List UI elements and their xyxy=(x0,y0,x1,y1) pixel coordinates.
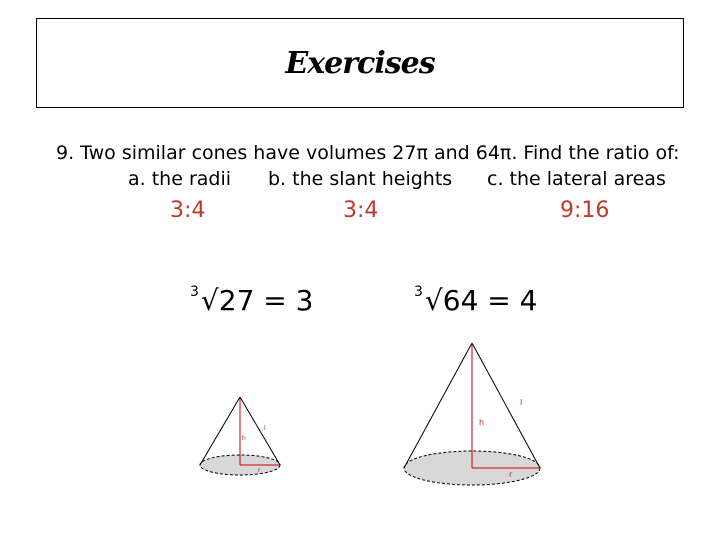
small-cone-diagram xyxy=(190,385,300,485)
answer-radii: 3:4 xyxy=(170,198,206,223)
root-expression: √27 = 3 xyxy=(200,284,314,317)
part-b: b. the slant heights xyxy=(268,168,453,190)
part-c: c. the lateral areas xyxy=(487,168,666,190)
problem-statement: 9. Two similar cones have volumes 27π and 64π. Find the ratio of: xyxy=(56,142,680,164)
large-cone-height-label: h xyxy=(479,418,485,427)
large-cone-radius-label: r xyxy=(509,470,513,479)
root-index: 3 xyxy=(414,284,423,300)
small-cone-height-label: h xyxy=(242,435,246,442)
part-a: a. the radii xyxy=(128,168,232,190)
root-expression: √64 = 4 xyxy=(424,284,538,317)
small-cone-slant-label: l xyxy=(264,425,266,432)
cube-root-64 xyxy=(414,284,537,317)
large-cone-diagram xyxy=(395,335,565,495)
large-cone-left-edge xyxy=(404,343,472,468)
answer-slant-heights: 3:4 xyxy=(343,198,379,223)
large-cone-slant-label: l xyxy=(520,398,523,407)
small-cone-radius-label: r xyxy=(258,467,261,474)
page-title: Exercises xyxy=(285,45,435,81)
answer-lateral-areas: 9:16 xyxy=(560,198,610,223)
root-index: 3 xyxy=(190,284,199,300)
cube-root-27 xyxy=(190,284,313,317)
title-box xyxy=(36,18,684,108)
small-cone-right-edge xyxy=(240,397,280,465)
large-cone-right-edge xyxy=(472,343,540,468)
